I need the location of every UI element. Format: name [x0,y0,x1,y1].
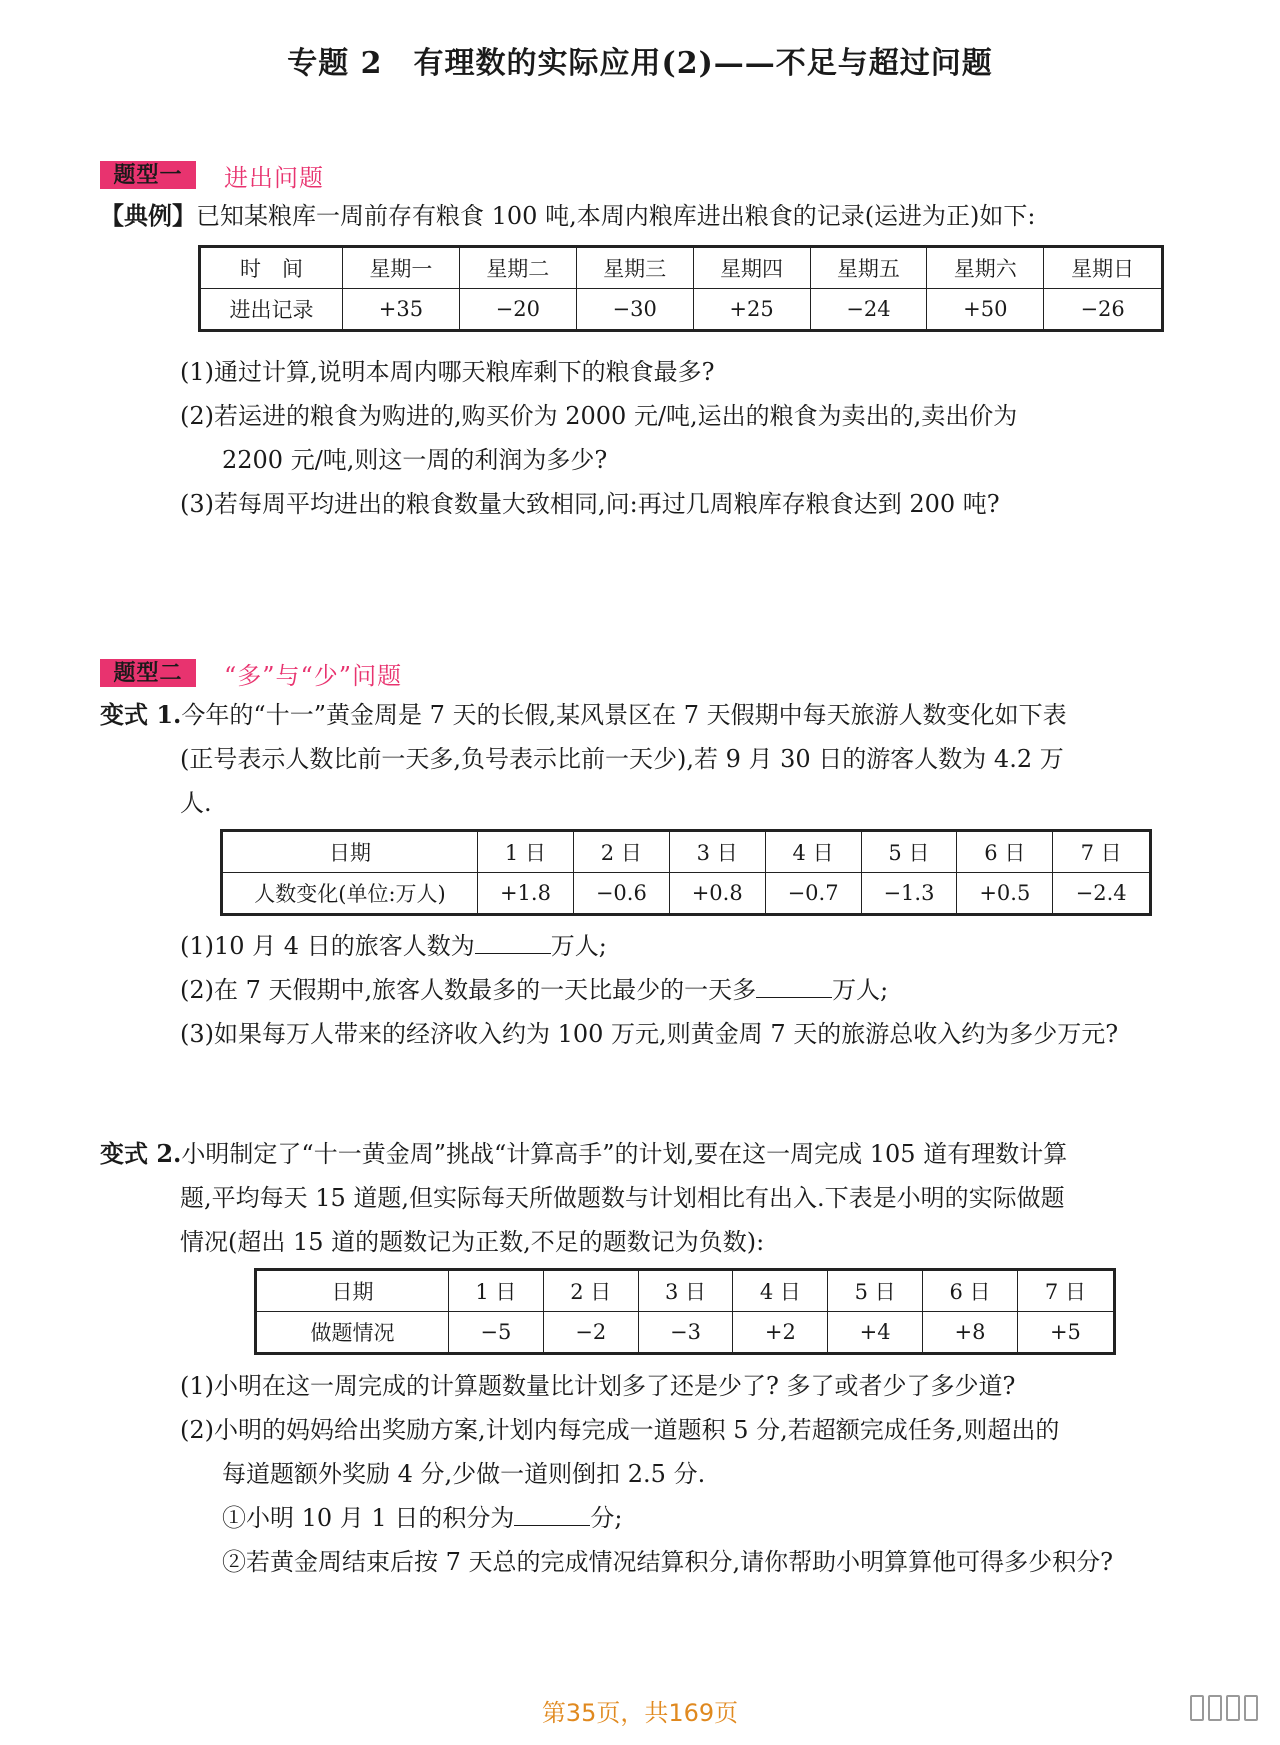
table-cell: 1 日 [449,1270,544,1312]
table-cell: −30 [576,289,693,331]
v1-q1-text: (1)10 月 4 日的旅客人数为 [180,932,475,960]
table-row-label: 做题情况 [256,1312,449,1354]
table-cell: −5 [449,1312,544,1354]
table-cell: −3 [638,1312,733,1354]
answer-blank[interactable] [514,1503,590,1526]
v2-sub1-unit: 分; [590,1504,623,1532]
example-lead: 【典例】 [100,201,196,230]
table-header-row [200,247,1163,289]
table-cell: +50 [927,289,1044,331]
v1-question-3: (3)如果每万人带来的经济收入约为 100 万元,则黄金周 7 天的旅游总收入约为多少万元? [180,1020,1119,1048]
table-cell: +0.8 [669,873,765,915]
table-cell: 星期日 [1044,247,1163,289]
section-one-title: 进出问题 [224,163,324,192]
table-cell: 3 日 [638,1270,733,1312]
table-cell: −26 [1044,289,1163,331]
tourist-change-table [220,829,1152,916]
table-cell: −2.4 [1053,873,1151,915]
table-cell: 5 日 [828,1270,923,1312]
table-cell: 星期五 [810,247,927,289]
table-cell: +35 [343,289,460,331]
table-cell: +25 [693,289,810,331]
table-cell: 星期四 [693,247,810,289]
table-row [222,873,1151,915]
variant-one-questions [100,924,1210,1056]
watermark-icon [1190,1695,1258,1721]
question-3: (3)若每周平均进出的粮食数量大致相同,问:再过几周粮库存粮食达到 200 吨? [180,490,1000,518]
table-cell: 3 日 [669,831,765,873]
page-footer: 第35页，共169页 [541,1699,739,1727]
section-one-badge: 题型一 [100,161,196,189]
table-header-label: 时 间 [200,247,343,289]
variant-one-line1: 今年的“十一”黄金周是 7 天的长假,某风景区在 7 天假期中每天旅游人数变化如下表 [181,701,1067,729]
variant-one-intro [100,693,1210,825]
table-cell: +4 [828,1312,923,1354]
table-cell: −2 [543,1312,638,1354]
table-cell: 7 日 [1017,1270,1114,1312]
v1-q2-unit: 万人; [832,976,889,1004]
section-one-header [100,160,324,190]
v2-question-2-sub1 [100,1496,1210,1540]
table-cell: +1.8 [478,873,574,915]
question-1: (1)通过计算,说明本周内哪天粮库剩下的粮食最多? [180,358,715,386]
answer-blank[interactable] [475,931,551,954]
variant-two-lead: 变式 2. [100,1139,182,1168]
v1-q1-unit: 万人; [550,932,607,960]
v2-question-2-cont: 每道题额外奖励 4 分,少做一道则倒扣 2.5 分. [222,1460,706,1488]
grain-record-table [198,245,1164,332]
variant-one-line2: (正号表示人数比前一天多,负号表示比前一天少),若 9 月 30 日的游客人数为 4.2 万 [180,745,1064,773]
variant-one-line3: 人. [180,789,212,817]
table-cell: 2 日 [573,831,669,873]
question-2-cont: 2200 元/吨,则这一周的利润为多少? [222,446,608,474]
table-cell: −0.6 [573,873,669,915]
variant-one-lead: 变式 1. [100,700,182,729]
section-two-title: “多”与“少”问题 [224,661,403,690]
section-two-header [100,658,402,688]
table-cell: 6 日 [957,831,1053,873]
v2-question-1: (1)小明在这一周完成的计算题数量比计划多了还是少了? 多了或者少了多少道? [180,1372,1016,1400]
example-intro [100,194,1200,238]
table-cell: 星期二 [459,247,576,289]
table-cell: 星期三 [576,247,693,289]
table-row [256,1312,1115,1354]
table-cell: 2 日 [543,1270,638,1312]
table-header-row [222,831,1151,873]
answer-blank[interactable] [756,975,832,998]
table-cell: +2 [733,1312,828,1354]
practice-record-table [254,1268,1116,1355]
table-header-row [256,1270,1115,1312]
v2-sub1-text: ①小明 10 月 1 日的积分为 [222,1504,515,1532]
table-cell: −1.3 [861,873,957,915]
table-row [200,289,1163,331]
section-two-badge: 题型二 [100,659,196,687]
table-cell: −24 [810,289,927,331]
v2-question-2: (2)小明的妈妈给出奖励方案,计划内每完成一道题积 5 分,若超额完成任务,则超出的 [180,1416,1060,1444]
question-2: (2)若运进的粮食为购进的,购买价为 2000 元/吨,运出的粮食为卖出的,卖出价为 [180,402,1018,430]
table-cell: +0.5 [957,873,1053,915]
table-row-label: 进出记录 [200,289,343,331]
table-row-label: 人数变化(单位:万人) [222,873,478,915]
variant-two-line1: 小明制定了“十一黄金周”挑战“计算高手”的计划,要在这一周完成 105 道有理数计算 [181,1140,1068,1168]
table-cell: 5 日 [861,831,957,873]
table-cell: 1 日 [478,831,574,873]
table-cell: 7 日 [1053,831,1151,873]
table-cell: 星期一 [343,247,460,289]
v1-question-1 [100,924,1210,968]
table-cell: 6 日 [923,1270,1018,1312]
variant-two-intro [100,1132,1210,1264]
table-cell: 4 日 [765,831,861,873]
table-header-label: 日期 [222,831,478,873]
table-cell: 4 日 [733,1270,828,1312]
example-text: 已知某粮库一周前存有粮食 100 吨,本周内粮库进出粮食的记录(运进为正)如下: [196,202,1036,230]
v1-q2-text: (2)在 7 天假期中,旅客人数最多的一天比最少的一天多 [180,976,757,1004]
page-title: 专题 2 有理数的实际应用(2)——不足与超过问题 [287,46,993,81]
table-cell: −20 [459,289,576,331]
v2-question-2-sub2: ②若黄金周结束后按 7 天总的完成情况结算积分,请你帮助小明算算他可得多少积分? [222,1548,1114,1576]
table-header-label: 日期 [256,1270,449,1312]
table-cell: 星期六 [927,247,1044,289]
variant-two-line3: 情况(超出 15 道的题数记为正数,不足的题数记为负数): [180,1228,765,1256]
table-cell: −0.7 [765,873,861,915]
v1-question-2 [100,968,1210,1012]
table-cell: +8 [923,1312,1018,1354]
variant-two-line2: 题,平均每天 15 道题,但实际每天所做题数与计划相比有出入.下表是小明的实际做题 [180,1184,1065,1212]
table-cell: +5 [1017,1312,1114,1354]
section-one-questions [100,350,1200,526]
variant-two-questions [100,1364,1210,1584]
